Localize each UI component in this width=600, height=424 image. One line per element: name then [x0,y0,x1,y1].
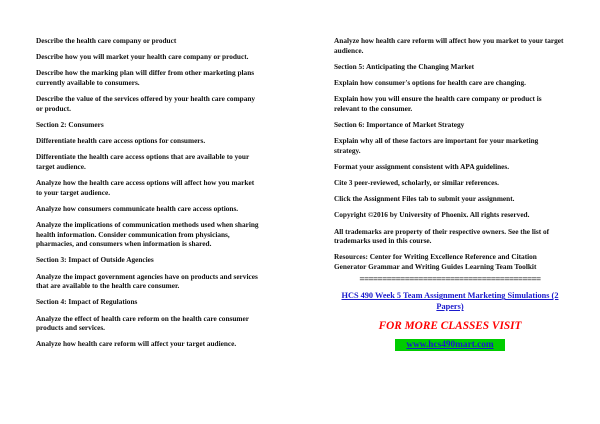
paragraph: Click the Assignment Files tab to submit your assignment. [334,194,515,204]
paragraph: Analyze the effect of health care reform on the health care consumer products and services. [36,313,249,333]
paragraph: Analyze the impact government agencies have on products and services that are available to the health care consumer. [36,271,258,291]
left-column [36,36,262,356]
next-assignment-link[interactable]: HCS 490 Week 5 Team Assignment Marketing Simulations (2 Papers) [341,291,559,312]
paragraph: Cite 3 peer-reviewed, scholarly, or similar references. [334,178,500,188]
section-heading: Section 5: Anticipating the Changing Market [334,61,475,71]
paragraph: All trademarks are property of their respective owners. See the list of trademarks used in this course. [334,226,550,246]
section-heading: Section 2: Consumers [36,119,104,129]
paragraph: Describe how you will market your health care company or product. [36,52,249,62]
paragraph: Analyze how the health care access options will affect how you market to your target audience. [36,178,255,197]
paragraph: Describe how the marking plan will differ from other marketing plans currently available to consumers. [36,68,255,87]
paragraph: Analyze how consumers communicate health care access options. [36,203,239,213]
paragraph: Differentiate the health care access options that are available to your target audience. [36,152,250,171]
paragraph: Differentiate health care access options for consumers. [36,136,206,146]
paragraph: Format your assignment consistent with APA guidelines. [334,161,510,171]
website-link[interactable]: www.hcs490mart.com [395,339,505,351]
divider: ======================================== [359,274,541,285]
right-column [334,36,566,351]
paragraph: Explain how consumer's options for health care are changing. [334,77,526,87]
paragraph: Describe the value of the services offered by your health care company or product. [36,94,256,113]
copyright: Copyright ©2016 by University of Phoenix. All rights reserved. [334,210,530,220]
paragraph: Analyze how health care reform will affect how you market to your target audience. [334,36,564,55]
section-heading: Section 6: Importance of Market Strategy [334,119,465,129]
paragraph: Analyze how health care reform will affect your target audience. [36,339,237,349]
promo-text: FOR MORE CLASSES VISIT [378,320,522,333]
paragraph: Explain why all of these factors are important for your marketing strategy. [334,136,539,155]
paragraph: Describe the health care company or product [36,36,177,45]
paragraph: Explain how you will ensure the health care company or product is relevant to the consumer. [334,94,542,113]
paragraph: Analyze the implications of communication methods used when sharing health information. Consider communication from physicians, pharmacies, and consumers when information is shared. [36,220,259,249]
section-heading: Section 3: Impact of Outside Agencies [36,255,154,265]
section-heading: Section 4: Impact of Regulations [36,297,138,307]
resources: Resources: Center for Writing Excellence Reference and Citation Generator Grammar and Writing Guides Learning Team Toolkit [334,252,537,272]
